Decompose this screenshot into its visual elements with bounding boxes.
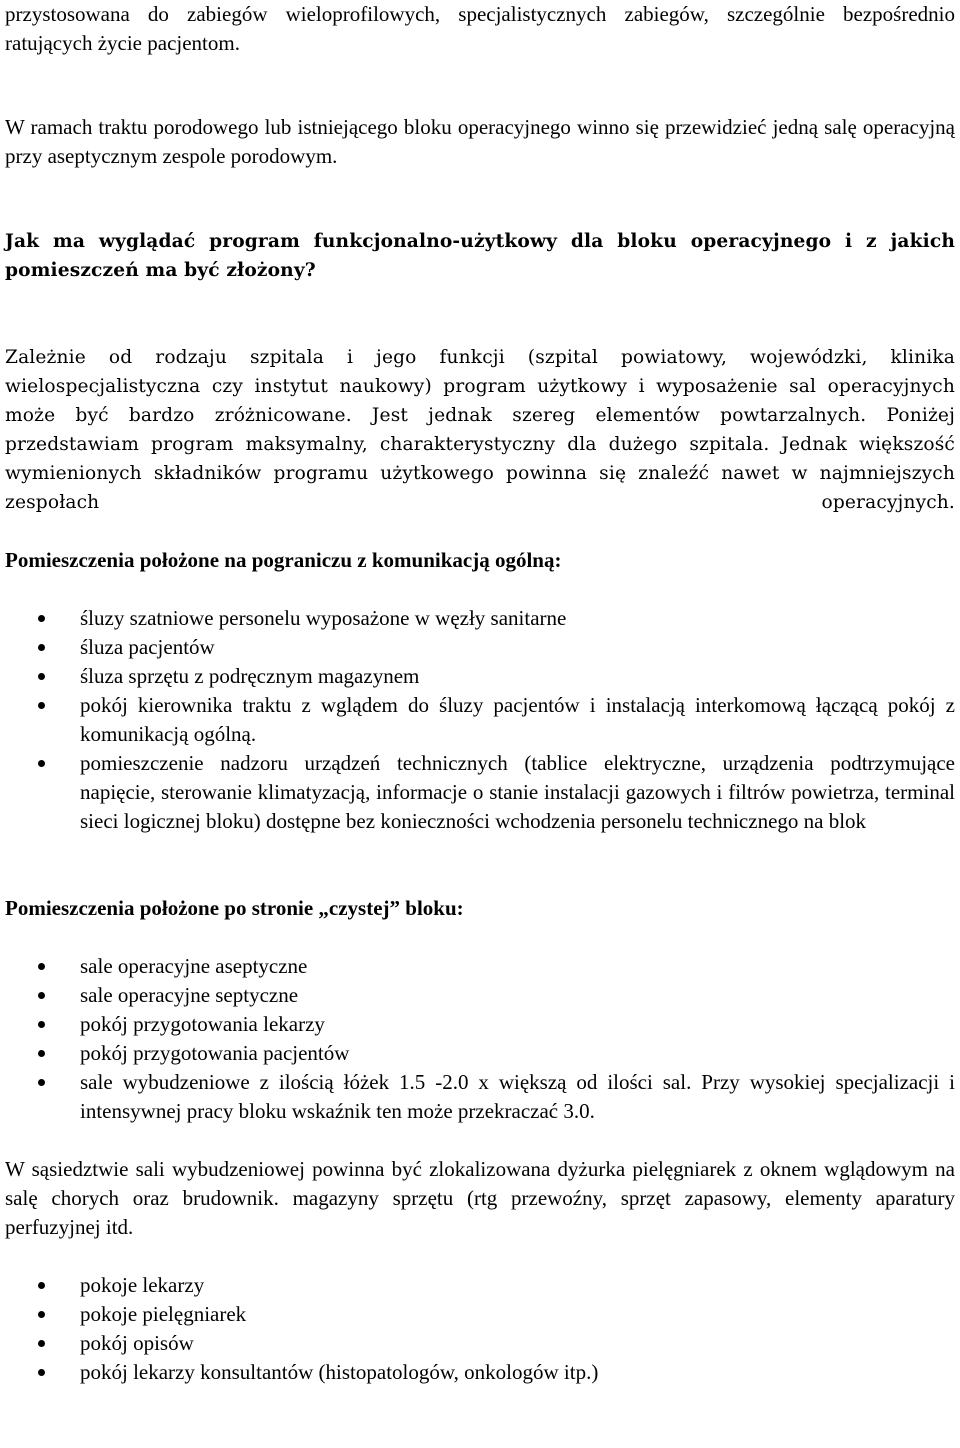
bullet-icon <box>38 644 45 651</box>
list-item: pokój kierownika traktu z wglądem do śluzy pacjentów i instalacją interkomową łączącą pokój z komunikacją ogólną. <box>5 691 955 749</box>
list-item: śluza sprzętu z podręcznym magazynem <box>5 662 955 691</box>
section-heading-border-rooms: Pomieszczenia położone na pograniczu z komunikacją ogólną: <box>5 548 562 572</box>
list-item: sale operacyjne septyczne <box>5 981 955 1010</box>
section-heading-clean-side: Pomieszczenia położone po stronie „czystej” bloku: <box>5 896 464 920</box>
staff-rooms-list <box>5 1271 955 1387</box>
bullet-icon <box>38 673 45 680</box>
intro-continuation-paragraph: przystosowana do zabiegów wieloprofilowych, specjalistycznych zabiegów, szczególnie bezpośrednio ratujących życie pacjentom. <box>5 2 955 55</box>
list-item: pokój opisów <box>5 1329 955 1358</box>
list-item: pomieszczenie nadzoru urządzeń technicznych (tablice elektryczne, urządzenia podtrzymujące napięcie, sterowanie klimatyzacją, informacje o stanie instalacji gazowych i filtrów powietrza, terminal sieci logicznej bloku) dostępne bez konieczności wchodzenia personelu technicznego na blok <box>5 749 955 836</box>
list-item: pokoje pielęgniarek <box>5 1300 955 1329</box>
bullet-icon <box>38 1079 45 1086</box>
list-item: śluzy szatniowe personelu wyposażone w węzły sanitarne <box>5 604 955 633</box>
list-item: sale operacyjne aseptyczne <box>5 952 955 981</box>
delivery-suite-paragraph: W ramach traktu porodowego lub istniejącego bloku operacyjnego winno się przewidzieć jedną salę operacyjną przy aseptycznym zespole porodowym. <box>5 115 955 168</box>
list-item: pokój przygotowania pacjentów <box>5 1039 955 1068</box>
bullet-icon <box>38 963 45 970</box>
recovery-room-paragraph: W sąsiedztwie sali wybudzeniowej powinna być zlokalizowana dyżurka pielęgniarek z oknem wglądowym na salę chorych oraz brudownik. magazyny sprzętu (rtg przewoźny, sprzęt zapasowy, elementy aparatury perfuzyjnej itd. <box>5 1157 955 1239</box>
bullet-icon <box>38 1282 45 1289</box>
clean-side-list <box>5 952 955 1126</box>
list-item: sale wybudzeniowe z ilością łóżek 1.5 -2.0 x większą od ilości sal. Przy wysokiej specjalizacji i intensywnej pracy bloku wskaźnik ten może przekraczać 3.0. <box>5 1068 955 1126</box>
bullet-icon <box>38 1311 45 1318</box>
bullet-icon <box>38 1340 45 1347</box>
bullet-icon <box>38 1021 45 1028</box>
border-rooms-list <box>5 604 955 836</box>
bullet-icon <box>38 702 45 709</box>
bullet-icon <box>38 760 45 767</box>
bullet-icon <box>38 615 45 622</box>
question-heading: Jak ma wyglądać program funkcjonalno-użytkowy dla bloku operacyjnego i z jakich pomieszczeń ma być złożony? <box>5 231 955 281</box>
list-item: pokoje lekarzy <box>5 1271 955 1300</box>
document-page <box>5 0 955 1387</box>
bullet-icon <box>38 1050 45 1057</box>
list-item: pokój przygotowania lekarzy <box>5 1010 955 1039</box>
bullet-icon <box>38 1369 45 1376</box>
list-item: śluza pacjentów <box>5 633 955 662</box>
list-item: pokój lekarzy konsultantów (histopatologów, onkologów itp.) <box>5 1358 955 1387</box>
bullet-icon <box>38 992 45 999</box>
answer-paragraph: Zależnie od rodzaju szpitala i jego funkcji (szpital powiatowy, wojewódzki, klinika wielospecjalistyczna czy instytut naukowy) program użytkowy i wyposażenie sal operacyjnych może być bardzo zróżnicowane. Jest jednak szereg elementów powtarzalnych. Poniżej przedstawiam program maksymalny, charakterystyczny dla dużego szpitala. Jednak większość wymienionych składników programu użytkowego powinna się znaleźć nawet w najmniejszych zespołach operacyjnych. <box>5 347 955 513</box>
